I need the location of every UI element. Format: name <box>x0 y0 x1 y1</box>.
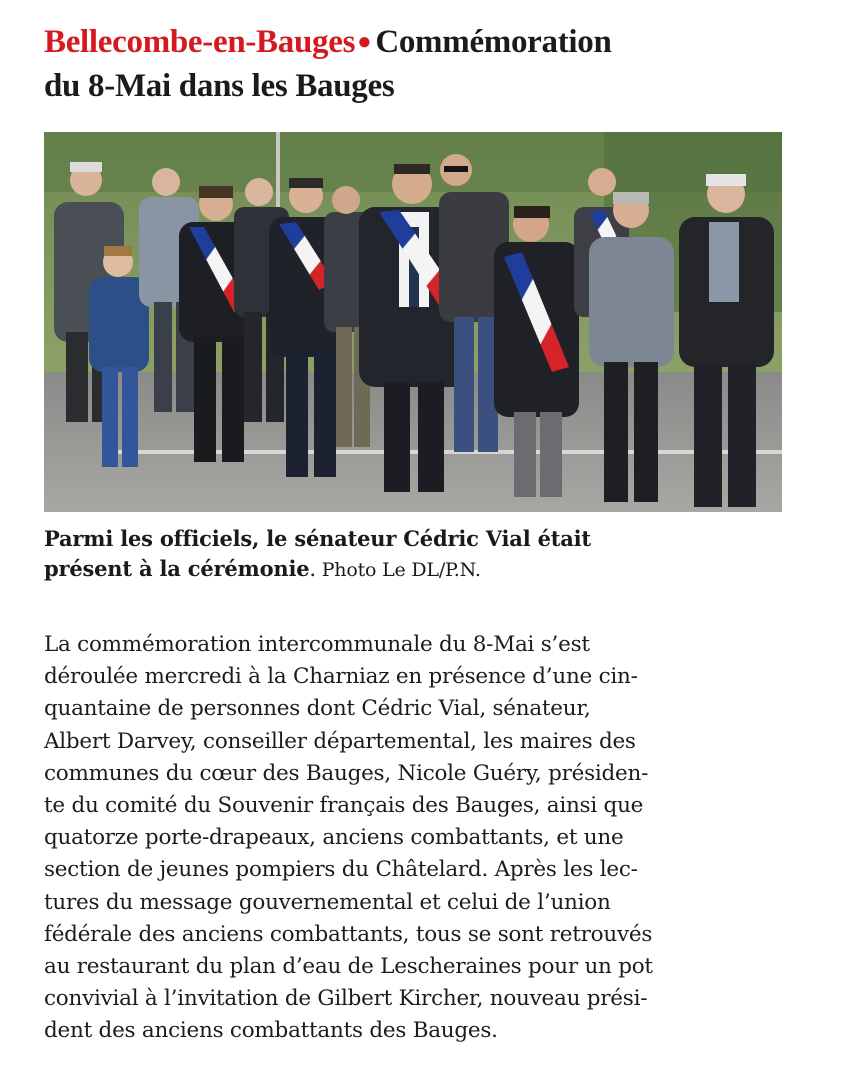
body-line: Albert Darvey, conseiller départemental, les maires des <box>44 728 636 754</box>
headline-title-line1: Commémoration <box>375 24 612 60</box>
headline-bullet: ● <box>357 29 372 55</box>
article-photo <box>44 132 782 512</box>
body-line: au restaurant du plan d’eau de Lescheraines pour un pot <box>44 954 653 980</box>
body-line: tures du message gouvernemental et celui de l’union <box>44 889 611 915</box>
body-line: dent des anciens combattants des Bauges. <box>44 1018 498 1044</box>
body-line: fédérale des anciens combattants, tous se sont retrouvés <box>44 921 653 947</box>
headline-title-line2: du 8-Mai dans les Bauges <box>44 68 395 104</box>
article <box>44 20 784 1048</box>
caption-bold-line1: Parmi les officiels, le sénateur Cédric Vial était <box>44 526 591 551</box>
body-line: convivial à l’invitation de Gilbert Kircher, nouveau prési- <box>44 986 648 1012</box>
body-line: quantaine de personnes dont Cédric Vial, sénateur, <box>44 696 591 722</box>
article-body <box>44 629 784 1048</box>
body-line: déroulée mercredi à la Charniaz en présence d’une cin- <box>44 664 638 690</box>
body-line: La commémoration intercommunale du 8-Mai s’est <box>44 632 590 657</box>
caption-credit: Photo Le DL/P.N. <box>315 559 481 581</box>
caption-bold-line2: présent à la cérémonie <box>44 556 310 581</box>
body-line: section de jeunes pompiers du Châtelard. Après les lec- <box>44 857 638 883</box>
headline <box>44 20 784 108</box>
headline-kicker: Bellecombe-en-Bauges <box>44 24 356 60</box>
photo-illustration <box>44 132 782 512</box>
body-line: quatorze porte-drapeaux, anciens combattants, et une <box>44 825 624 851</box>
body-line: te du comité du Souvenir français des Bauges, ainsi que <box>44 793 644 819</box>
body-line: communes du cœur des Bauges, Nicole Guéry, présiden- <box>44 760 649 786</box>
photo-caption <box>44 524 784 585</box>
caption-dot: . <box>309 557 316 581</box>
